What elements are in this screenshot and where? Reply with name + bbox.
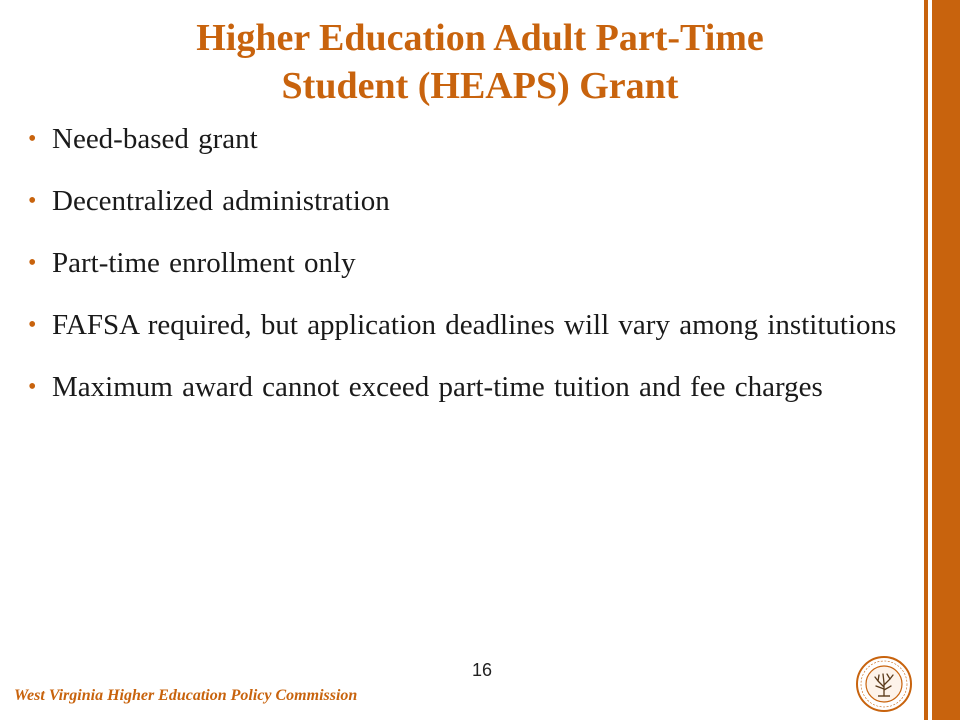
bullet-dot-icon: • <box>28 374 37 400</box>
slide-title-line-2: Student (HEAPS) Grant <box>281 65 679 107</box>
bullet-dot-icon: • <box>28 250 37 276</box>
bullet-item <box>28 120 908 159</box>
accent-stripe-wide <box>932 0 960 720</box>
bullet-item <box>28 182 908 221</box>
bullet-text: Decentralized administration <box>52 185 390 217</box>
slide-title <box>60 14 900 110</box>
bullet-text: Need-based grant <box>52 123 258 155</box>
bullet-item <box>28 244 908 283</box>
bullet-item <box>28 368 908 407</box>
page-number: 16 <box>471 660 493 680</box>
bullet-text: Part-time enrollment only <box>52 247 356 279</box>
wv-higher-education-policy-commission-seal-icon <box>856 656 912 712</box>
bullet-text: Maximum award cannot exceed part-time tuition and fee charges <box>52 371 823 403</box>
footer-organization: West Virginia Higher Education Policy Commission <box>14 687 358 704</box>
slide-title-line-1: Higher Education Adult Part-Time <box>196 17 764 59</box>
accent-stripe-thin <box>924 0 928 720</box>
bullet-item <box>28 306 908 345</box>
bullet-dot-icon: • <box>28 312 37 338</box>
bullet-text: FAFSA required, but application deadlines will vary among institutions <box>52 309 897 341</box>
bullet-dot-icon: • <box>28 188 37 214</box>
bullet-list <box>28 120 908 430</box>
bullet-dot-icon: • <box>28 126 37 152</box>
